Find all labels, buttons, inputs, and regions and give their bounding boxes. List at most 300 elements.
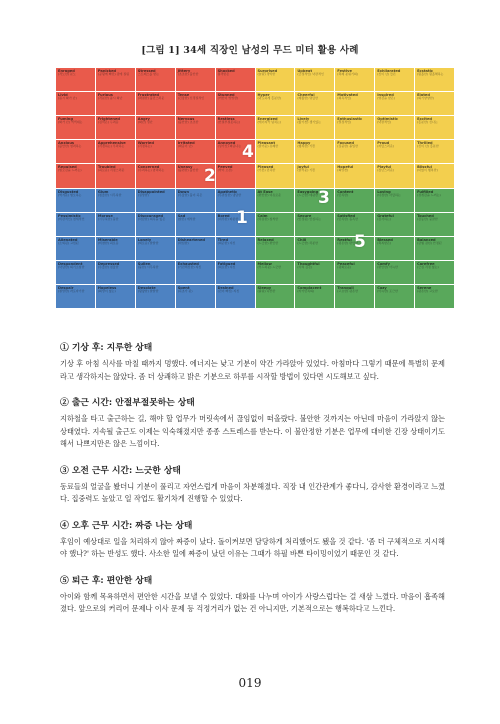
mood-cell bbox=[256, 237, 295, 260]
mood-word-ko: (낙담한) 의욕을 잃은 bbox=[137, 216, 166, 221]
mood-word-en: Peaceful bbox=[337, 261, 355, 266]
mood-cell bbox=[96, 164, 135, 187]
mood-cell bbox=[335, 261, 374, 284]
mood-word-ko: (약이 오른) bbox=[217, 168, 233, 173]
mood-word-en: Loving bbox=[377, 189, 391, 194]
diary-section bbox=[60, 518, 445, 561]
mood-cell bbox=[56, 68, 95, 91]
mood-cell bbox=[256, 116, 295, 139]
mood-cell bbox=[256, 92, 295, 115]
figure-caption: [그림 1] 34세 직장인 남성의 무드 미터 활용 사례 bbox=[141, 45, 359, 56]
mood-word-en: Frightened bbox=[97, 117, 120, 122]
mood-word-ko: (어안이 벙벙한) bbox=[217, 96, 239, 101]
mood-word-ko: (느긋한) 편안한 bbox=[257, 240, 279, 245]
section-title: ④ 오후 근무 시간: 짜증 나는 상태 bbox=[60, 520, 193, 531]
section-body: 동료들의 얼굴을 봤더니 기분이 풀리고 자연스럽게 마음이 차분해졌다. 직장 내 인간관계가 좋다니, 감사한 환경이라고 느꼈다. 집중력도 높았고 일 작업도 활기차게 진행할 수 있었다. bbox=[60, 481, 445, 503]
mood-word-en: Sad bbox=[177, 213, 186, 218]
mood-word-ko: (축제 분위기의) bbox=[337, 72, 358, 76]
mood-cell bbox=[375, 189, 414, 212]
mood-word-ko: (비참한) 괴로운 bbox=[97, 240, 119, 245]
mood-cell bbox=[415, 116, 454, 139]
mood-cell bbox=[96, 237, 135, 260]
mood-word-ko: (안정된) 안심하는 bbox=[297, 216, 321, 221]
mood-word-ko: (소외된) 고립된 bbox=[58, 240, 79, 245]
mood-word-ko: (성취감을 느끼는) bbox=[417, 192, 441, 197]
mood-word-en: Easygoing bbox=[297, 189, 319, 194]
mood-word-ko: (역겨운) 혐오하는 bbox=[58, 192, 82, 197]
mood-word-ko: (피곤한) 지친 bbox=[217, 240, 236, 245]
mood-word-ko: (불안한) 염려하는 bbox=[58, 144, 82, 149]
mood-cell bbox=[176, 261, 215, 284]
mood-word-ko: (낙담한) 의기소침한 bbox=[58, 264, 85, 269]
mood-word-ko: (만족한) 흡족한 bbox=[337, 216, 358, 221]
mood-word-ko: (희망찬) bbox=[337, 168, 349, 173]
mood-word-ko: (피로한) 지친 bbox=[217, 264, 236, 269]
mood-word-ko: (무관심한) 냉담한 bbox=[217, 192, 242, 197]
mood-cell bbox=[375, 116, 414, 139]
mood-cell bbox=[415, 164, 454, 187]
mood-word-en: Thoughtful bbox=[297, 261, 320, 266]
mood-word-ko: (편안한) 여유로운 bbox=[257, 192, 282, 197]
mood-cell bbox=[96, 116, 135, 139]
mood-cell bbox=[375, 213, 414, 236]
mood-word-en: Disappointed bbox=[137, 189, 165, 194]
mood-word-ko: (부드러운) 느긋한 bbox=[257, 264, 282, 269]
mood-word-en: Tired bbox=[217, 237, 229, 242]
mood-word-en: Bored bbox=[217, 213, 230, 218]
mood-cell bbox=[96, 140, 135, 163]
diary-section bbox=[60, 340, 445, 383]
mood-word-en: Morose bbox=[97, 213, 113, 218]
mood-word-ko: (자기만족의) bbox=[297, 288, 315, 293]
mood-cell bbox=[176, 140, 215, 163]
mood-cell bbox=[216, 68, 255, 91]
mood-word-ko: (격노한) 분노 bbox=[58, 72, 76, 76]
mood-cell bbox=[335, 189, 374, 212]
mood-cell bbox=[176, 237, 215, 260]
mood-word-en: Satisfied bbox=[337, 213, 356, 218]
mood-cell bbox=[415, 68, 454, 91]
mood-word-ko: (불안한) 초조한 bbox=[177, 120, 199, 125]
mood-word-en: Discouraged bbox=[137, 213, 164, 218]
mood-word-ko: (불편한) 불안한 bbox=[177, 168, 199, 173]
mood-cell bbox=[375, 140, 414, 163]
mood-word-en: Exhausted bbox=[177, 261, 199, 266]
mood-word-ko: 스트레스를 받는 bbox=[137, 72, 160, 76]
mood-word-en: Frustrated bbox=[137, 93, 160, 98]
mood-word-ko: (감사하는) bbox=[377, 216, 392, 221]
diary-sections bbox=[60, 340, 445, 628]
mood-word-ko: (우려하는) 염려하는 bbox=[137, 168, 165, 173]
mood-word-en: Worried bbox=[137, 141, 154, 146]
mood-cell bbox=[136, 92, 175, 115]
mood-word-en: Festive bbox=[337, 69, 352, 73]
mood-word-ko: (축복받은) bbox=[377, 240, 392, 245]
mood-word-en: Calm bbox=[257, 213, 268, 218]
mood-word-en: Nervous bbox=[177, 117, 195, 122]
mood-word-en: Stunned bbox=[217, 93, 235, 98]
mood-cell bbox=[415, 237, 454, 260]
mood-cell bbox=[96, 261, 135, 284]
mood-word-ko: (열정적인) bbox=[337, 120, 352, 125]
mood-cell bbox=[56, 116, 95, 139]
mood-word-ko: (평화로운) bbox=[337, 264, 352, 269]
mood-word-en: Relaxed bbox=[257, 237, 274, 242]
mood-word-en: At Ease bbox=[257, 189, 273, 194]
mood-word-en: Disheartened bbox=[177, 237, 205, 242]
mood-word-ko: (놀란) 경악한 bbox=[257, 72, 276, 76]
mood-cell bbox=[96, 189, 135, 212]
mood-word-ko: (걱정하는) 우려하는 bbox=[97, 144, 125, 149]
mood-cell bbox=[136, 189, 175, 212]
diary-section bbox=[60, 395, 445, 451]
mood-cell bbox=[56, 92, 95, 115]
mood-word-en: Secure bbox=[297, 213, 312, 218]
mood-word-ko: (감동한) 뭉클한 bbox=[417, 216, 438, 221]
mood-word-en: Tranquil bbox=[337, 285, 354, 290]
mood-cell bbox=[375, 164, 414, 187]
mood-word-en: Irritated bbox=[177, 141, 195, 146]
mood-cell bbox=[295, 140, 334, 163]
mood-word-en: Enraged bbox=[58, 69, 75, 73]
mood-word-en: Fulfilled bbox=[417, 189, 434, 194]
mood-cell bbox=[96, 213, 135, 236]
mood-word-en: Angry bbox=[137, 117, 150, 122]
mood-word-en: Elated bbox=[417, 93, 430, 98]
mood-word-en: Sleepy bbox=[257, 285, 272, 290]
section-body: 후임이 예상대로 일을 처리하지 않아 짜증이 났다. 돌이켜보면 담당하게 처리했어도 됐을 것 같다. '좀 더 구체적으로 지시해야 했나?' 하는 반성도 했다. 사소한 일에 짜증이 났던 이유는 그때가 하필 바쁜 타이밍이었기 때문인 것 같다. bbox=[60, 536, 445, 558]
mood-word-ko: (초조한) 불안한 bbox=[177, 72, 199, 76]
mood-word-ko: (흥분한) 신나는 bbox=[417, 120, 438, 125]
mood-word-en: Desolate bbox=[137, 285, 156, 290]
mood-cell bbox=[256, 285, 295, 308]
section-title: ⑤ 퇴근 후: 편안한 상태 bbox=[60, 575, 153, 586]
page-number: 019 bbox=[238, 676, 262, 690]
mood-word-ko: (활기찬) 생기있는 bbox=[297, 120, 321, 125]
mood-cell bbox=[335, 140, 374, 163]
section-title: ② 출근 시간: 안절부절못하는 상태 bbox=[60, 398, 195, 408]
mood-cell bbox=[295, 68, 334, 91]
mood-marker-4: 4 bbox=[242, 142, 254, 162]
mood-word-en: Playful bbox=[377, 165, 392, 170]
mood-word-ko: (신이 난) 흥분한 bbox=[417, 144, 439, 149]
mood-word-ko: (뚱한) 시무룩한 bbox=[137, 264, 159, 269]
mood-word-ko: (절망한) 자포자기한 bbox=[58, 288, 85, 293]
mood-word-ko: (사려 깊은) bbox=[297, 264, 313, 269]
mood-cell bbox=[136, 285, 175, 308]
mood-word-en: Disgusted bbox=[58, 189, 79, 194]
mood-cell bbox=[256, 164, 295, 187]
mood-word-ko: (즐거운) 기쁜 bbox=[297, 168, 316, 173]
mood-word-en: Depressed bbox=[97, 261, 120, 266]
mood-word-en: Fatigued bbox=[217, 261, 236, 266]
mood-cell bbox=[176, 92, 215, 115]
section-title: ① 기상 후: 지루한 상태 bbox=[60, 343, 153, 353]
mood-word-en: Thrilled bbox=[417, 141, 433, 146]
mood-cell bbox=[415, 189, 454, 212]
mood-word-ko: (격분한) 몹시 화난 bbox=[97, 96, 123, 101]
mood-cell bbox=[256, 140, 295, 163]
mood-cell bbox=[295, 213, 334, 236]
mood-word-en: Motivated bbox=[337, 93, 358, 98]
mood-word-en: Despondent bbox=[58, 261, 83, 266]
mood-cell bbox=[176, 189, 215, 212]
mood-word-en: Carefree bbox=[417, 261, 435, 266]
mood-cell bbox=[375, 237, 414, 260]
mood-cell bbox=[256, 261, 295, 284]
mood-cell bbox=[136, 164, 175, 187]
mood-cell bbox=[415, 140, 454, 163]
mood-word-ko: (낙관적인) bbox=[377, 120, 392, 125]
mood-cell bbox=[216, 164, 255, 187]
mood-cell bbox=[375, 92, 414, 115]
mood-word-ko: (느긋한) 차분한 bbox=[297, 240, 319, 245]
mood-word-en: Focused bbox=[337, 141, 354, 146]
mood-cell bbox=[56, 140, 95, 163]
mood-marker-1: 1 bbox=[236, 208, 248, 228]
mood-word-ko: (비관적인) 염세적인 bbox=[58, 216, 85, 221]
mood-word-en: Excited bbox=[417, 117, 432, 122]
mood-marker-5: 5 bbox=[354, 232, 366, 252]
mood-word-ko: (균형 잡힌) 안정된 bbox=[417, 240, 442, 245]
diary-section bbox=[60, 463, 445, 506]
mood-cell bbox=[136, 213, 175, 236]
mood-word-ko: (녹초가 된) bbox=[177, 288, 193, 293]
mood-cell bbox=[56, 189, 95, 212]
mood-word-en: Despair bbox=[58, 285, 74, 290]
mood-word-ko: (긴장한) 신경질적인 bbox=[177, 96, 205, 101]
mood-word-en: Pleasant bbox=[257, 141, 276, 146]
mood-word-ko: (지루한) 따분한 bbox=[217, 216, 239, 221]
mood-cell bbox=[96, 68, 135, 91]
mood-word-ko: (평온한) 고요한 bbox=[417, 288, 438, 293]
mood-word-ko: (의기양양한) bbox=[417, 96, 434, 101]
mood-word-en: Anxious bbox=[58, 141, 75, 146]
mood-cell bbox=[136, 68, 175, 91]
mood-cell bbox=[56, 261, 95, 284]
mood-cell bbox=[295, 164, 334, 187]
mood-cell bbox=[375, 261, 414, 284]
mood-word-ko: (화가 난) 씩씩대는 bbox=[58, 120, 83, 125]
mood-word-ko: (우울한) 풀이 죽은 bbox=[177, 192, 203, 197]
mood-word-en: Miserable bbox=[97, 237, 118, 242]
mood-word-ko: (낙심한) bbox=[177, 240, 189, 245]
mood-cell bbox=[216, 92, 255, 115]
mood-word-ko: (슬픈) 애석한 bbox=[177, 216, 196, 221]
mood-word-ko: (다정한) 사랑하는 bbox=[377, 192, 401, 197]
mood-word-ko: (즐거운) 유쾌한 bbox=[257, 144, 279, 149]
section-body: 지하철을 타고 출근하는 길, 해야 할 업무가 머릿속에서 끊임없이 떠올랐다. 불안한 것까지는 아닌데 마음이 가라앉지 않는 상태였다. 지속될 출근도 이제는 익숙해졌지만 종종 스트레스를 받는다. 이 불안정한 기분은 업무에 대비한 긴장 상태이기도 해서 나쁘지만은 않은 느낌이다. bbox=[60, 414, 445, 448]
mood-word-ko: (짜증이 난) bbox=[177, 144, 193, 149]
mood-word-ko: (신이 난) 들뜬 bbox=[377, 72, 396, 76]
section-body: 기상 후 아침 식사를 마칠 때까지 멍했다. 에너지는 낮고 기분이 약간 가라앉아 있었다. 아침마다 그렇기 때문에 특별히 문제라고 생각하지는 않았다. 좀 더 상쾌하고 밝은 기분으로 하루를 시작할 방법이 있다면 시도해보고 싶다. bbox=[60, 359, 445, 381]
mood-word-en: Exhilarated bbox=[377, 69, 401, 73]
mood-word-en: Blessed bbox=[377, 237, 393, 242]
mood-word-en: Pessimistic bbox=[58, 213, 81, 218]
mood-cell bbox=[216, 261, 255, 284]
mood-word-ko: (공황에 빠진) 겁에 질린 bbox=[97, 72, 130, 76]
mood-word-en: Uneasy bbox=[177, 165, 193, 170]
mood-word-ko: (몹시 화가 난) bbox=[58, 96, 77, 101]
mood-word-ko: (차분한) 침착한 bbox=[257, 216, 279, 221]
mood-cell bbox=[216, 237, 255, 260]
mood-word-en: Content bbox=[337, 189, 354, 194]
mood-word-ko: (근심 걱정 없는) bbox=[417, 264, 439, 269]
mood-word-ko: (쾌활한) 명랑한 bbox=[297, 96, 319, 101]
mood-cell bbox=[335, 285, 374, 308]
mood-word-en: Stressed bbox=[137, 69, 156, 73]
mood-word-en: Spent bbox=[177, 285, 190, 290]
mood-word-en: Furious bbox=[97, 93, 113, 98]
mood-word-en: Touched bbox=[417, 213, 434, 218]
mood-marker-2: 2 bbox=[204, 166, 216, 186]
mood-word-ko: (장난스러운) bbox=[377, 168, 395, 173]
mood-word-en: Inspired bbox=[377, 93, 394, 98]
mood-word-en: Upbeat bbox=[297, 69, 313, 73]
mood-word-en: Restful bbox=[337, 237, 352, 242]
mood-cell bbox=[216, 116, 255, 139]
mood-word-en: Alienated bbox=[58, 237, 78, 242]
mood-word-en: Cozy bbox=[377, 285, 387, 290]
mood-word-ko: (외로운) 쓸쓸한 bbox=[137, 240, 159, 245]
mood-cell bbox=[216, 285, 255, 308]
mood-word-en: Hopeless bbox=[97, 285, 117, 290]
mood-cell bbox=[136, 261, 175, 284]
mood-word-en: Mellow bbox=[257, 261, 272, 266]
mood-word-en: Fuming bbox=[58, 117, 73, 122]
mood-cell bbox=[136, 116, 175, 139]
mood-cell bbox=[415, 92, 454, 115]
mood-word-en: Comfy bbox=[377, 261, 390, 266]
mood-word-en: Concerned bbox=[137, 165, 160, 170]
mood-cell bbox=[176, 116, 215, 139]
mood-word-ko: (시무룩한) 뚱한 bbox=[97, 216, 119, 221]
mood-cell bbox=[176, 213, 215, 236]
mood-word-en: Proud bbox=[377, 141, 390, 146]
mood-word-en: Apathetic bbox=[217, 189, 238, 194]
mood-cell bbox=[415, 213, 454, 236]
mood-word-en: Glum bbox=[97, 189, 109, 194]
mood-cell bbox=[335, 68, 374, 91]
mood-word-ko: (우울한) 침울한 bbox=[97, 264, 119, 269]
mood-marker-3: 3 bbox=[318, 188, 330, 208]
mood-word-en: Chill bbox=[297, 237, 307, 242]
mood-word-en: Tense bbox=[177, 93, 190, 98]
mood-word-ko: (희망이 없는) bbox=[97, 288, 116, 293]
mood-word-en: Down bbox=[177, 189, 190, 194]
mood-cell bbox=[375, 68, 414, 91]
mood-word-en: Hopeful bbox=[337, 165, 354, 170]
mood-cell bbox=[415, 261, 454, 284]
mood-word-ko: (더없이 행복한) bbox=[417, 168, 438, 173]
mood-cell bbox=[335, 164, 374, 187]
mood-cell bbox=[56, 213, 95, 236]
mood-word-ko: (기진맥진한) 지친 bbox=[177, 264, 202, 269]
mood-word-ko: (영감을 받은) bbox=[377, 96, 395, 101]
mood-word-en: Apprehensive bbox=[97, 141, 126, 146]
mood-cell bbox=[415, 285, 454, 308]
mood-word-ko: (느긋한) 태평한 bbox=[297, 192, 319, 197]
mood-word-ko: (화난) 성난 bbox=[137, 120, 153, 125]
mood-word-en: Sullen bbox=[137, 261, 151, 266]
mood-word-ko: (괴로운) 걱정스러운 bbox=[97, 168, 125, 173]
mood-word-ko: (성가신) 짜증나는 bbox=[217, 144, 242, 149]
mood-word-ko: 충격받은 bbox=[217, 72, 230, 76]
section-title: ③ 오전 근무 시간: 느긋한 상태 bbox=[60, 465, 181, 476]
mood-cell bbox=[256, 189, 295, 212]
mood-word-ko: (긍정적인) 낙관적인 bbox=[297, 72, 324, 76]
mood-word-en: Cheerful bbox=[297, 93, 315, 98]
mood-cell bbox=[295, 261, 334, 284]
mood-word-ko: (아늑한) 포근한 bbox=[377, 288, 398, 293]
mood-word-en: Balanced bbox=[417, 237, 436, 242]
mood-word-en: Annoyed bbox=[217, 141, 236, 146]
mood-cell bbox=[256, 213, 295, 236]
mood-word-ko: (과도하게 흥분한) bbox=[257, 96, 282, 101]
mood-word-en: Serene bbox=[417, 285, 432, 290]
mood-cell bbox=[136, 140, 175, 163]
mood-cell bbox=[136, 237, 175, 260]
mood-word-en: Jittery bbox=[177, 69, 191, 73]
mood-word-en: Livid bbox=[58, 93, 68, 98]
mood-cell bbox=[335, 116, 374, 139]
mood-cell bbox=[375, 285, 414, 308]
mood-word-ko: (안절부절못하는) bbox=[217, 120, 241, 125]
mood-word-ko: (기쁜) 만족한 bbox=[257, 168, 276, 173]
mood-word-en: Lonely bbox=[137, 237, 152, 242]
mood-word-ko: (행복한) 기쁜 bbox=[297, 144, 316, 149]
mood-word-en: Repulsed bbox=[58, 165, 77, 170]
mood-word-ko: (겁먹은) 두려운 bbox=[97, 120, 119, 125]
mood-cell bbox=[335, 92, 374, 115]
mood-word-en: Restless bbox=[217, 117, 235, 122]
mood-word-en: Enthusiastic bbox=[337, 117, 363, 122]
mood-word-en: Peeved bbox=[217, 165, 233, 170]
mood-word-ko: (평온한) 편안한 bbox=[337, 240, 358, 245]
mood-word-ko: (걱정하는) bbox=[137, 144, 152, 149]
mood-word-ko: (에너지가 넘치는) bbox=[257, 120, 282, 125]
mood-word-en: Happy bbox=[297, 141, 311, 146]
mood-word-ko: (고요한) 평온한 bbox=[337, 288, 358, 293]
section-body: 아이와 함께 목욕하면서 편안한 시간을 보낼 수 있었다. 대화를 나누며 아이가 사랑스럽다는 걸 새삼 느꼈다. 마음이 흡족해졌다. 앞으로의 커리어 문제나 이사 문제 등 걱정거리가 없는 건 아니지만, 기본적으로는 행복하다고 느낀다. bbox=[60, 591, 445, 613]
mood-word-ko: (황량한) 쓸쓸한 bbox=[137, 288, 159, 293]
mood-cell bbox=[56, 285, 95, 308]
mood-cell bbox=[56, 237, 95, 260]
mood-word-ko: (졸린) 나른한 bbox=[257, 288, 276, 293]
mood-word-en: Complacent bbox=[297, 285, 322, 290]
mood-word-ko: (의욕적인) bbox=[337, 96, 352, 101]
mood-word-en: Optimistic bbox=[377, 117, 398, 122]
mood-word-ko: (편안한) 아늑한 bbox=[377, 264, 398, 269]
mood-cell bbox=[295, 116, 334, 139]
mood-cell bbox=[295, 285, 334, 308]
mood-cell bbox=[96, 92, 135, 115]
mood-word-en: Pleased bbox=[257, 165, 274, 170]
mood-cell bbox=[56, 164, 95, 187]
mood-word-en: Panicked bbox=[97, 69, 117, 73]
mood-word-ko: (황홀한) 황홀해하는 bbox=[417, 72, 444, 76]
mood-word-ko: (자랑스러운) bbox=[377, 144, 395, 149]
mood-word-en: Energized bbox=[257, 117, 278, 122]
mood-cell bbox=[256, 68, 295, 91]
mood-cell bbox=[295, 237, 334, 260]
mood-meter-grid bbox=[56, 68, 454, 308]
mood-word-en: Troubled bbox=[97, 165, 116, 170]
mood-word-ko: (혐오감을 느끼는) bbox=[58, 168, 82, 173]
mood-word-en: Surprised bbox=[257, 69, 278, 73]
mood-word-en: Hyper bbox=[257, 93, 270, 98]
diary-section bbox=[60, 573, 445, 616]
